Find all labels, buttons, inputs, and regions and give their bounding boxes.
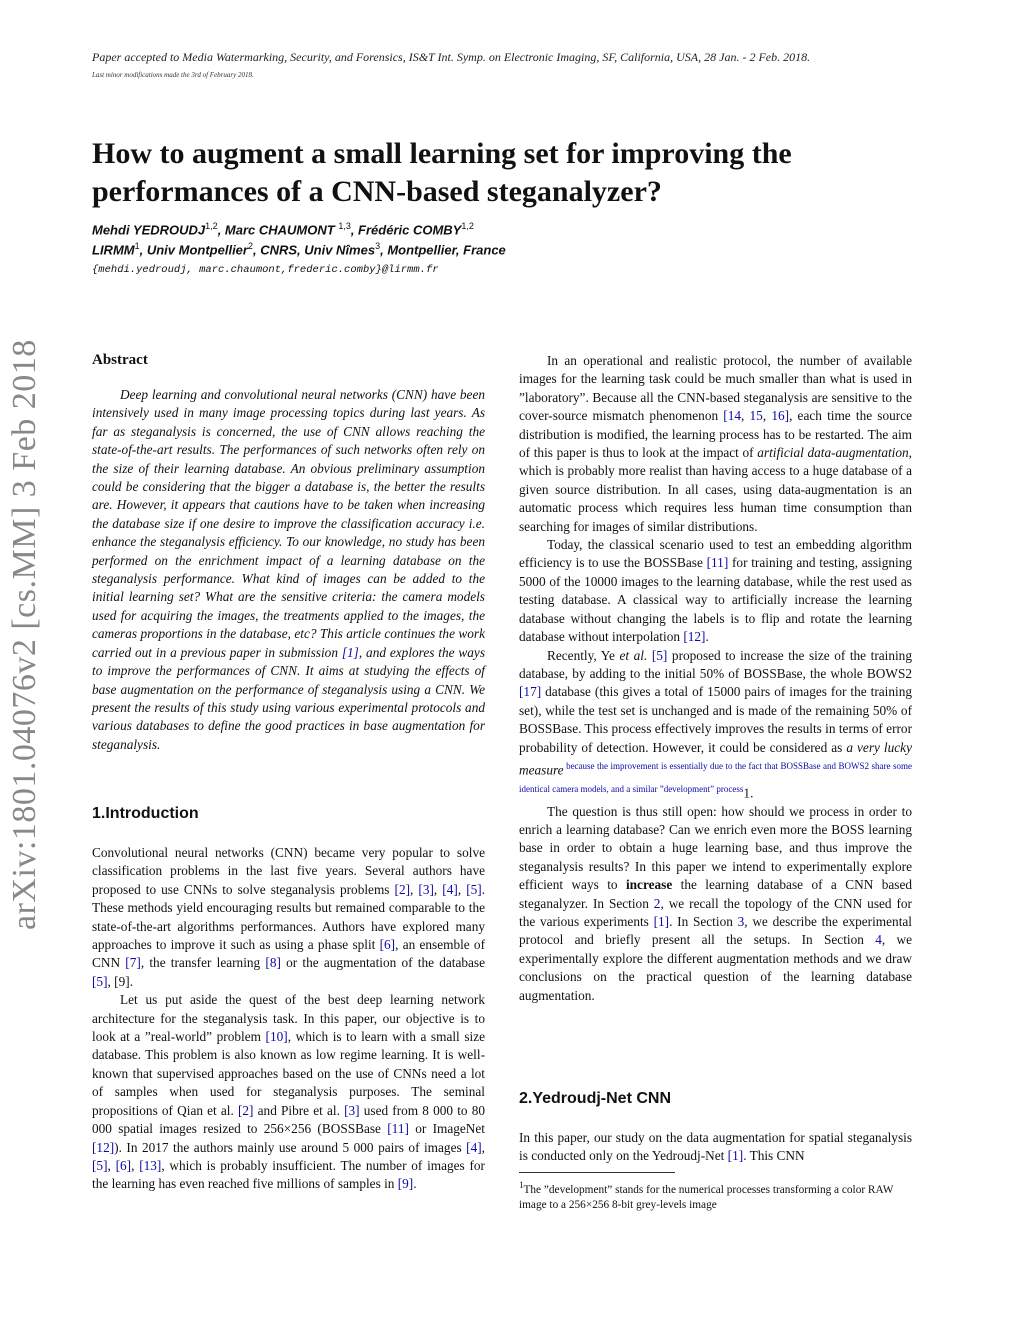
- text-segment: ,: [762, 408, 772, 424]
- text-segment: .: [705, 629, 709, 645]
- citation-link[interactable]: [5]: [92, 1157, 108, 1173]
- text-segment: [9]: [114, 973, 130, 989]
- text-segment: ,: [741, 408, 750, 424]
- modification-note: Last minor modifications made the 3rd of February 2018.: [92, 71, 254, 79]
- citation-link[interactable]: [14: [723, 408, 742, 424]
- footnote: [519, 1178, 912, 1213]
- text-segment: . This CNN: [743, 1148, 805, 1164]
- right-column-body: [519, 352, 912, 1005]
- affiliation-mark: 1: [134, 241, 140, 251]
- citation-link[interactable]: [5]: [651, 647, 668, 663]
- introduction-body: [92, 844, 485, 1194]
- author-affil-mark: 1,3: [338, 221, 351, 231]
- citation-link[interactable]: [11]: [387, 1121, 409, 1137]
- citation-link[interactable]: [1]: [727, 1148, 744, 1164]
- abstract-text: Deep learning and convolutional neural networks (CNN) have been intensively used in many image processing topics during last years. As far as steganalysis is concerned, the use of CNN allows reaching the state-of-the-art results. The performances of such networks often rely on the size of their learning database. An obvious preliminary assumption could be considering that the bigger a database is, the better the results are. However, it appears that cautions have to be taken when increasing the database size if one desire to improve the classification accuracy i.e. enhance the steganalysis efficiency. To our knowledge, no study has been performed on the enrichment impact of a learning database on the steganalysis performance. What kind of images can be added to the initial learning set? What are the sensitive criteria: the camera models used for acquiring the images, the treatments applied to the images, the cameras proportions in the database, etc? This article continues the work carried out in a previous paper in submission: [92, 387, 485, 660]
- citation-link[interactable]: [2]: [237, 1102, 254, 1118]
- text-segment: used from 8 000 to 80 000 spatial images resized to 256×256 (BOSSBase: [92, 1102, 485, 1137]
- abstract-text: , and explores the ways to improve the performances of CNN. It aims at studying the effects of base augmentation on the performance of steganalysis using a CNN. We present the results of this study using various experimental protocols and various databases to define the good practices in base augmentation for steganalysis.: [92, 644, 485, 752]
- arxiv-identifier[interactable]: arXiv:1801.04076v2 [cs.MM] 3 Feb 2018: [6, 339, 43, 930]
- citation-link[interactable]: 15: [749, 408, 763, 424]
- text-segment: artificial data-augmentation: [757, 445, 909, 461]
- citation-link[interactable]: [7]: [125, 955, 141, 971]
- text-segment: Today, the classical scenario used to test an embedding algorithm efficiency is to use the BOSSBase: [519, 537, 912, 571]
- citation-link[interactable]: [1]: [341, 644, 359, 660]
- text-segment: . In Section: [669, 914, 738, 930]
- citation-link[interactable]: [12]: [683, 629, 706, 645]
- citation-link[interactable]: because the improvement is essentially due to the fact that BOSSBase and BOWS2 share some identical camera models, and a similar ”development” process: [519, 760, 912, 794]
- citation-link[interactable]: [4]: [442, 881, 458, 897]
- author-emails: {mehdi.yedroudj, marc.chaumont,frederic.comby}@lirmm.fr: [92, 264, 439, 276]
- text-segment: the learning database of a CNN based steganalyzer. In Section: [519, 877, 912, 911]
- citation-link[interactable]: [4]: [466, 1139, 482, 1155]
- text-segment: .: [129, 973, 134, 989]
- paragraph: [92, 844, 485, 991]
- citation-link[interactable]: [5]: [92, 973, 108, 989]
- citation-link[interactable]: [2]: [394, 881, 411, 897]
- text-segment: ,: [433, 881, 443, 897]
- paragraph: [519, 803, 912, 1005]
- citation-link[interactable]: [13]: [139, 1157, 162, 1173]
- citation-link[interactable]: 16]: [771, 408, 790, 424]
- text-segment: .: [413, 1176, 417, 1192]
- citation-link[interactable]: [6]: [115, 1157, 132, 1173]
- section2-body: [519, 1129, 912, 1166]
- affiliation-part: LIRMM: [92, 242, 135, 258]
- text-segment: In an operational and realistic protocol, the number of available images for the learning task could be much smaller than what is used in ”laboratory”. Because all the CNN-based steganalysis are sensitive to the cover-source mismatch phenomenon: [519, 353, 912, 424]
- section-heading-yedroudj-net: 2.Yedroudj-Net CNN: [519, 1090, 672, 1107]
- text-segment: a very lucky measure: [519, 739, 912, 778]
- text-segment: , each time the source distribution is modified, the learning process has to be restarted. The aim of this paper is thus to look at the impact of: [519, 408, 912, 461]
- author-name: Mehdi YEDROUDJ: [92, 222, 206, 238]
- footnote-mark: 1: [519, 1180, 524, 1190]
- citation-link[interactable]: [8]: [265, 955, 281, 971]
- citation-link[interactable]: [17]: [519, 684, 542, 700]
- citation-link[interactable]: 2: [653, 895, 661, 911]
- author-affil-mark: 1,2: [205, 221, 218, 231]
- text-segment: , which is probably more realist than having access to a huge database of a given source distribution. In all cases, using data-augmentation is an automatic process which requires less human time consumption than searching for images of similar distributions.: [519, 445, 912, 534]
- text-segment: , we experimentally explore the different augmentation methods and we draw conclusions on the practical question of the learning database augmentation.: [519, 932, 912, 1003]
- abstract-heading: Abstract: [92, 352, 148, 368]
- affiliation-mark: 2: [247, 241, 253, 251]
- text-segment: . These methods yield encouraging results but remained comparable to the state-of-the-art algorithms performances. Authors have explored many approaches to improve it such as using a phase split: [92, 881, 486, 953]
- citation-link[interactable]: [1]: [653, 914, 670, 930]
- paragraph: [519, 647, 912, 803]
- text-segment: , we recall the topology of the CNN used for the various experiments: [519, 895, 912, 930]
- paragraph: [519, 1129, 912, 1166]
- paragraph: [92, 991, 485, 1193]
- author-name: , Frédéric COMBY: [350, 222, 462, 238]
- text-segment: 1: [743, 785, 751, 801]
- citation-link[interactable]: [6]: [379, 937, 396, 953]
- paragraph: [519, 352, 912, 536]
- text-segment: increase: [625, 877, 673, 893]
- text-segment: ,: [131, 1157, 140, 1173]
- author-affil-mark: 1,2: [461, 221, 474, 231]
- text-segment: In this paper, our study on the data augmentation for spatial steganalysis is conducted only on the Yedroudj-Net: [519, 1130, 912, 1164]
- citation-link[interactable]: 3: [737, 914, 745, 930]
- abstract-body: [92, 386, 485, 754]
- conference-header: Paper accepted to Media Watermarking, Security, and Forensics, IS&T Int. Symp. on Electronic Imaging, SF, California, USA, 28 Jan. - 2 Feb. 2018.: [92, 50, 811, 64]
- text-segment: , an ensemble of CNN: [92, 937, 486, 971]
- text-segment: for training and testing, assigning 5000 of the 10000 images to the learning database, while the rest used as testing database. A classical way to artificially increase the learning database without changing the labels is to flip and rotate the learning database without interpolation: [519, 555, 912, 645]
- affiliation-part: , CNRS, Univ Nîmes: [252, 242, 376, 258]
- paragraph: [519, 536, 912, 646]
- citation-link[interactable]: [9]: [397, 1176, 414, 1192]
- text-segment: ,: [107, 1157, 116, 1173]
- paper-title: How to augment a small learning set for improving the performances of a CNN-based steganalyzer?: [92, 137, 792, 208]
- affiliation-part: , Univ Montpellier: [139, 242, 248, 258]
- text-segment: Convolutional neural networks (CNN) became very popular to solve classification problems in the last five years. Several authors have proposed to use CNNs to solve steganalysis problems: [92, 845, 485, 897]
- citation-link[interactable]: 4: [875, 932, 882, 948]
- text-segment: .: [750, 785, 754, 801]
- text-segment: ,: [107, 973, 115, 989]
- text-segment: ,: [481, 1139, 485, 1155]
- text-segment: proposed to increase the size of the training database, by adding to the initial 50% of BOSSBase, the whole BOWS2: [519, 647, 912, 681]
- affiliation-mark: 3: [375, 241, 381, 251]
- text-segment: et al.: [619, 647, 648, 663]
- footnote-text: The ”development” stands for the numerical processes transforming a color RAW image to a 256×256 8-bit grey-levels image: [519, 1183, 894, 1211]
- citation-link[interactable]: [10]: [265, 1029, 288, 1045]
- citation-link[interactable]: [12]: [92, 1139, 115, 1155]
- text-segment: , which is to learn with a small size database. This problem is also known as low regime learning. It is well-known that supervised approaches based on the use of CNNs need a lot of samples when used for steganalysis purposes. The seminal propositions of Qian et al.: [92, 1029, 485, 1118]
- text-segment: , the transfer learning: [140, 955, 266, 971]
- text-segment: Recently, Ye: [547, 647, 620, 663]
- citation-link[interactable]: [3]: [418, 881, 434, 897]
- section-heading-introduction: 1.Introduction: [92, 805, 199, 822]
- text-segment: Let us put aside the quest of the best deep learning network architecture for the steganalysis task. In this paper, our objective is to look at a ”real-world” problem: [92, 992, 485, 1045]
- citation-link[interactable]: [11]: [706, 555, 729, 571]
- text-segment: ). In 2017 the authors mainly use around 5 000 pairs of images: [114, 1139, 467, 1155]
- text-segment: ,: [457, 881, 467, 897]
- text-segment: The question is thus still open: how should we process in order to enrich a learning database? Can we enrich even more the BOSS learning base in order to obtain a huge learning base, and thus improve the steganalysis results? In this paper we intend to experimentally explore efficient ways to: [519, 803, 912, 893]
- text-segment: or the augmentation of the database: [280, 955, 485, 971]
- citation-link[interactable]: [5]: [466, 881, 482, 897]
- text-segment: ,: [410, 881, 419, 897]
- text-segment: , we describe the experimental protocol and briefly present all the setups. In Section: [519, 914, 912, 948]
- affiliation-part: , Montpellier, France: [380, 242, 506, 258]
- citation-link[interactable]: [3]: [344, 1102, 360, 1118]
- affiliations: [92, 241, 792, 257]
- text-segment: and Pibre et al.: [253, 1102, 345, 1118]
- author-list: [92, 221, 792, 237]
- footnote-rule: [519, 1172, 675, 1173]
- text-segment: , which is probably insufficient. The number of images for the learning has even reached five millions of samples in: [92, 1157, 485, 1192]
- text-segment: database (this gives a total of 15000 pairs of images for the training set), while the test set is unchanged and is made of the remaining 50% of BOSSBase. This process effectively improves the results in terms of error probability of detection. However, it could be considered as: [519, 684, 912, 755]
- author-name: , Marc CHAUMONT: [217, 222, 339, 238]
- text-segment: or ImageNet: [408, 1121, 485, 1137]
